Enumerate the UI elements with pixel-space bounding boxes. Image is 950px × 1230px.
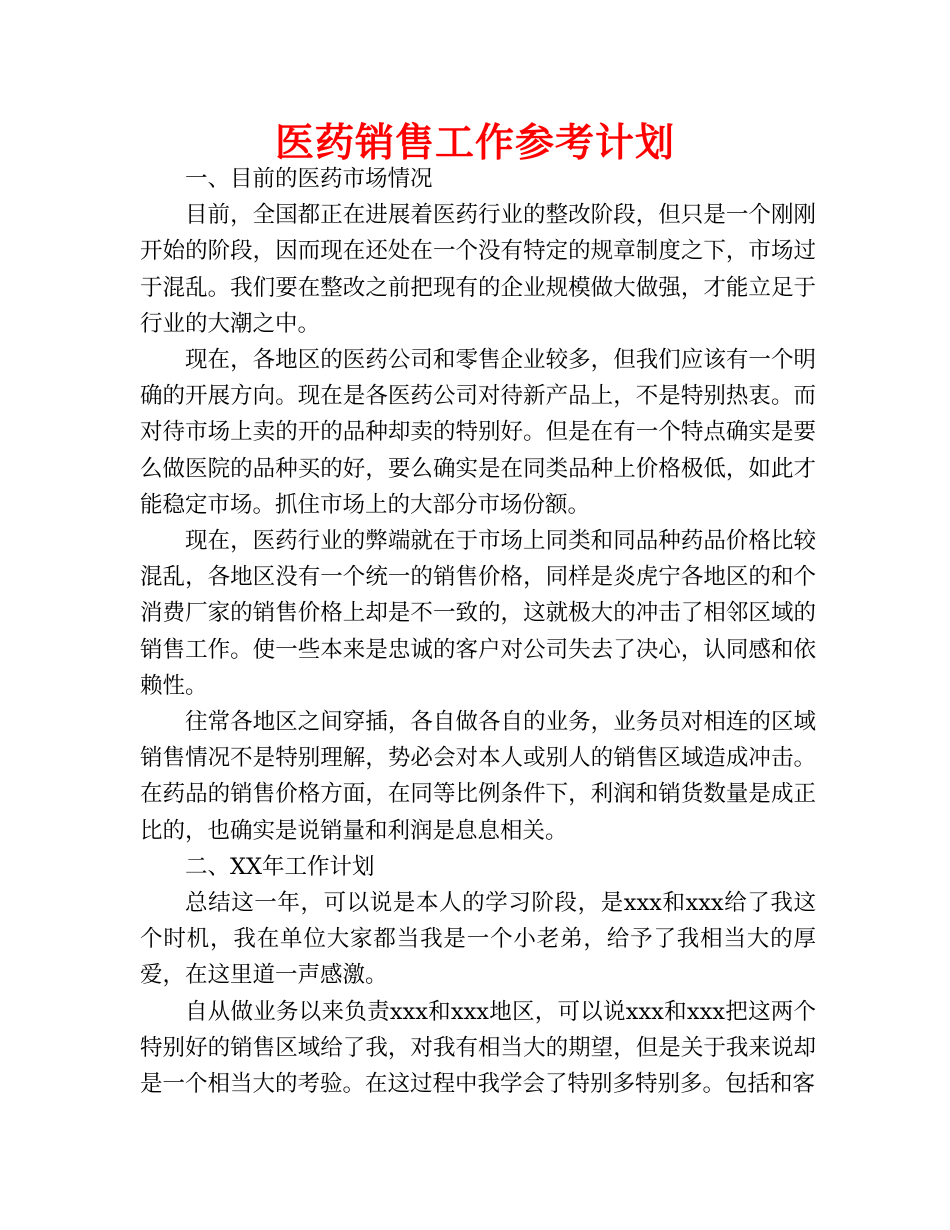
- paragraph: 现在，医药行业的弊端就在于市场上同类和同品种药品价格比较混乱，各地区没有一个统一的销售价格，同样是炎虎宁各地区的和个消费厂家的销售价格上却是不一致的，这就极大的冲击了相邻区域的销售工作。使一些本来是忠诚的客户对公司失去了决心，认同感和依赖性。: [140, 528, 816, 699]
- section-heading-1: 一、目前的医药市场情况: [185, 166, 433, 192]
- paragraph: 目前，全国都正在进展着医药行业的整改阶段，但只是一个刚刚开始的阶段，因而现在还处在一个没有特定的规章制度之下，市场过于混乱。我们要在整改之前把现有的企业规模做大做强，才能立足于行业的大潮之中。: [140, 202, 816, 337]
- section-heading-2: 二、XX年工作计划: [185, 853, 375, 880]
- document-body: [140, 161, 816, 1102]
- document-title: 医药销售工作参考计划: [274, 121, 675, 166]
- paragraph: 自从做业务以来负责xxx和xxx地区，可以说xxx和xxx把这两个特别好的销售区域给了我，对我有相当大的期望，但是关于我来说却是一个相当大的考验。在这过程中我学会了特别多特别多。包括和客: [140, 998, 816, 1098]
- paragraph: 总结这一年，可以说是本人的学习阶段，是xxx和xxx给了我这个时机，我在单位大家都当我是一个小老弟，给予了我相当大的厚爱，在这里道一声感激。: [140, 890, 816, 989]
- paragraph: 往常各地区之间穿插，各自做各自的业务，业务员对相连的区域销售情况不是特别理解，势必会对本人或别人的销售区域造成冲击。在药品的销售价格方面，在同等比例条件下，利润和销货数量是成正比的，也确实是说销量和利润是息息相关。: [140, 709, 816, 844]
- paragraph: 现在，各地区的医药公司和零售企业较多，但我们应该有一个明确的开展方向。现在是各医药公司对待新产品上，不是特别热衷。而对待市场上卖的开的品种却卖的特别好。但是在有一个特点确实是要么做医院的品种买的好，要么确实是在同类品种上价格极低，如此才能稳定市场。抓住市场上的大部分市场份额。: [140, 347, 816, 518]
